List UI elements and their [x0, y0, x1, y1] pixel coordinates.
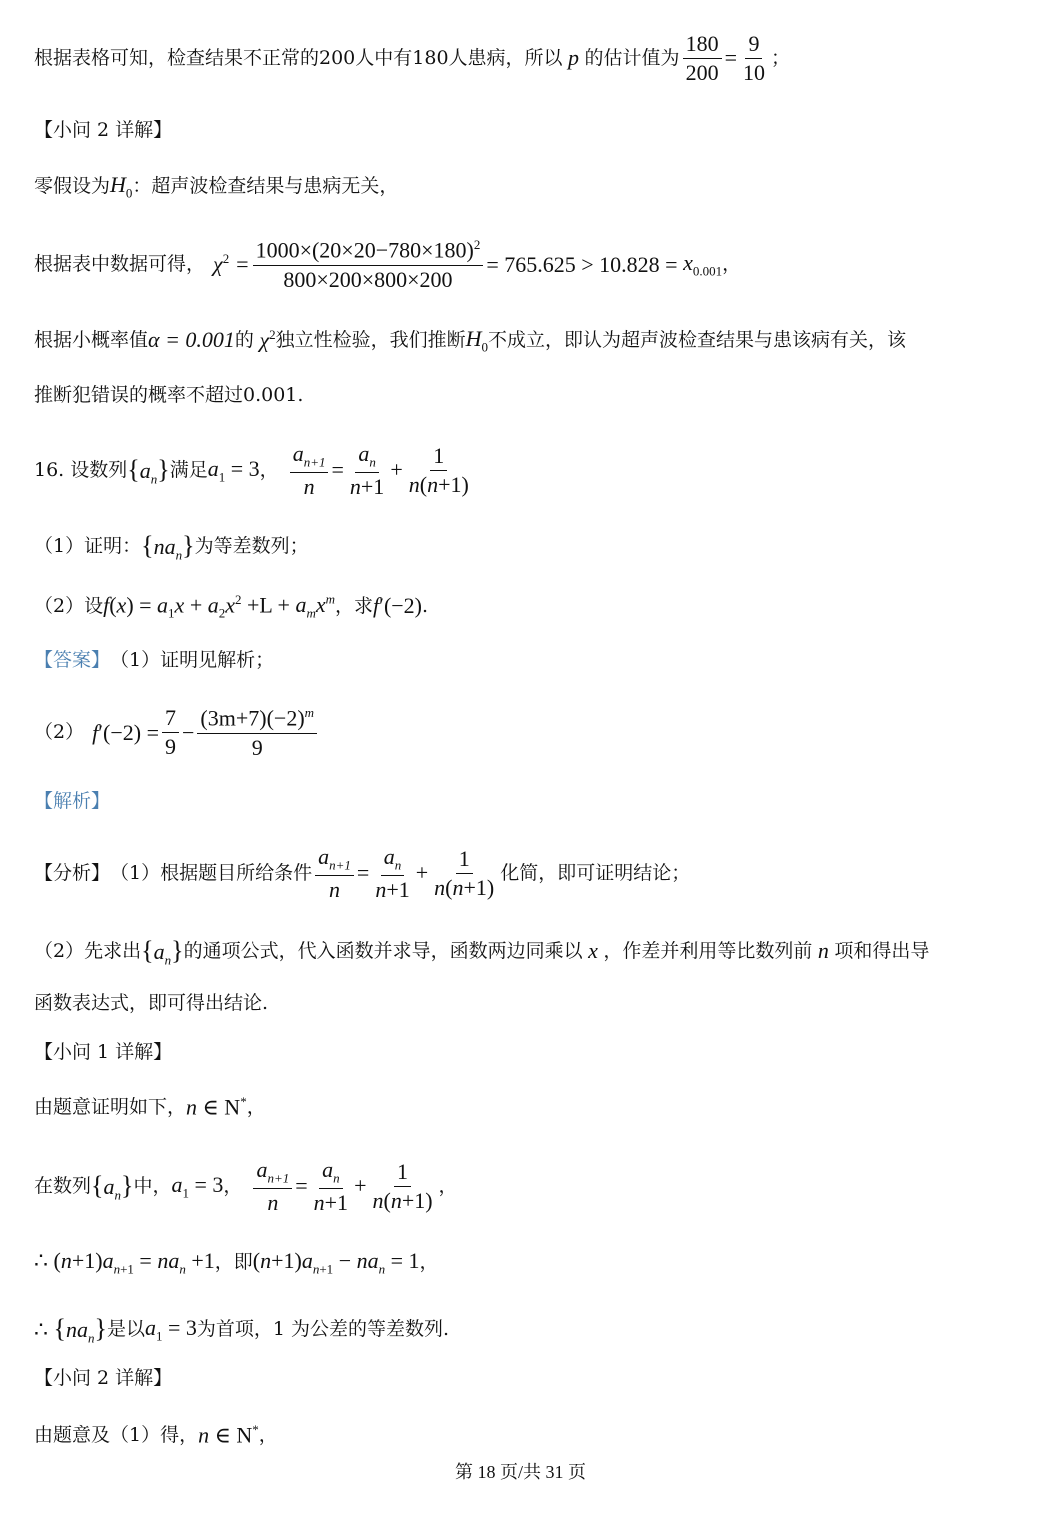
fraction-180-200: [683, 32, 722, 85]
math-plus: +: [390, 457, 403, 483]
line-null-hypothesis: [34, 172, 1021, 201]
fraction-1-nn1: $\frac{1}{n(n+1)}$: [408, 442, 469, 497]
text: 的通项公式，代入函数并求导，函数两边同乘以: [183, 940, 583, 963]
fraction-1-nn1: $\frac{1}{n(n+1)}$: [372, 1158, 433, 1213]
subquestion-2: [34, 592, 1021, 621]
fraction-an1-n: $\frac{a_{n+1}}{n}$: [253, 1158, 292, 1215]
math-plus: +: [415, 860, 429, 886]
math-a1: $a_1 = 3$: [171, 1171, 224, 1201]
heading-subq1: [34, 1041, 1021, 1064]
text: ，: [214, 1251, 234, 1274]
math-set-nan: $\{na_n\}$: [141, 531, 195, 563]
math-a1: $a_1 = 3$: [207, 455, 260, 485]
text: 是以: [106, 1318, 145, 1341]
math-recurrence-2: $(n+1)a_{n+1} - na_n = 1$: [252, 1248, 420, 1277]
answer-line-1: [34, 649, 1021, 672]
math-alpha: α = 0.001: [148, 327, 235, 353]
text: ，: [722, 253, 742, 276]
proof-line-5: [34, 1422, 1021, 1449]
text: （1）根据题目所给条件: [110, 862, 313, 885]
text: 独立性检验，我们推断: [275, 329, 466, 352]
text: 16. 设数列: [34, 459, 128, 482]
analysis-line-3: [34, 992, 1021, 1015]
text: 即: [233, 1251, 253, 1274]
line-error-prob: [34, 384, 1021, 407]
answer-label: 【答案】: [34, 649, 111, 671]
text: ；: [770, 47, 790, 70]
text: 满足: [169, 459, 208, 482]
text: 根据小概率值: [34, 329, 149, 352]
text: （2）先求出: [34, 940, 142, 963]
denominator: 10: [742, 60, 765, 86]
text: ，: [438, 1175, 458, 1198]
text: （2）: [34, 721, 85, 744]
fraction-an1-n: $\frac{a_{n+1}}{n}$: [290, 442, 329, 499]
math-x001: $x_{0.001}$: [677, 250, 723, 279]
text: 化简，即可证明结论；: [500, 862, 691, 885]
analysis-line-2: [34, 935, 1021, 968]
fraction-answer: $\frac{(3m+7)(-2)^m}{9}$: [197, 706, 317, 760]
math-a1: $a_1 = 3$: [144, 1315, 197, 1344]
fraction-an-n1: $\frac{a_n}{n+1}$: [375, 844, 410, 902]
text: 由题意证明如下，: [34, 1095, 187, 1118]
math-eq: =: [331, 457, 344, 483]
text: ，求: [334, 595, 373, 618]
text: 根据表格可知，检查结果不正常的200人中有180人患病，所以: [34, 47, 563, 70]
analysis-heading: [34, 790, 1021, 813]
text: 零假设为: [34, 175, 111, 198]
math-eq: =: [295, 1173, 308, 1199]
text: ，: [246, 1095, 266, 1118]
heading-text: 【小问 1 详解】: [34, 1041, 173, 1063]
text: 由题意及（1）得，: [34, 1423, 199, 1446]
math-h0b: $H_0$: [465, 326, 489, 355]
text: 在数列: [34, 1175, 92, 1198]
text: 为等差数列；: [194, 535, 309, 558]
analysis-line-1: [34, 845, 1021, 902]
fraction-7-9: $\frac{7}{9}$: [162, 706, 179, 759]
math-eq: =: [356, 860, 370, 886]
proof-line-4: [34, 1313, 1021, 1346]
math-x: x: [582, 938, 604, 964]
text: （1）证明见解析；: [110, 649, 275, 671]
text: 为首项，1 为公差的等差数列.: [196, 1318, 450, 1341]
math-fx: $f(x) = a_1x + a_2x^2 +L + a_mx^m$: [103, 592, 335, 621]
math-minus: −: [182, 719, 195, 745]
text: 中，: [133, 1175, 172, 1198]
text: .: [422, 595, 429, 618]
numerator: 180: [683, 32, 722, 59]
text: ，作差并利用等比数列前: [603, 940, 813, 963]
text: ，: [223, 1175, 243, 1198]
analysis-label: 【解析】: [34, 790, 111, 812]
math-set-nan: ∴ $\{na_n\}$: [34, 1314, 107, 1346]
text: 函数表达式，即可得出结论.: [34, 992, 269, 1014]
fraction-an-n1: $\frac{a_n}{n+1}$: [349, 441, 385, 499]
heading-subq2-b: [34, 1367, 1021, 1390]
fraction-1-nn1: $\frac{1}{n(n+1)}$: [434, 845, 495, 900]
math-recurrence: ∴ $(n+1)a_{n+1} = na_n +1$: [34, 1248, 215, 1277]
fraction-9-10: [740, 32, 768, 85]
heading-text: 【小问 2 详解】: [34, 1367, 173, 1389]
heading-text: 【小问 2 详解】: [34, 119, 173, 141]
math-n: n: [812, 938, 835, 964]
text: 的估计值为: [584, 47, 680, 70]
text: 不成立，即认为超声波检查结果与患该病有关，该: [488, 329, 907, 352]
text: （2）设: [34, 595, 104, 618]
fraction-chi: [253, 238, 484, 292]
question-16: [34, 442, 1021, 499]
text: 推断犯错误的概率不超过0.001.: [34, 384, 304, 406]
math-set-an: $\{a_n\}$: [91, 1170, 134, 1203]
line-p-estimate: [34, 32, 1021, 85]
text: ，: [419, 1251, 439, 1274]
math-p: p: [562, 45, 585, 71]
proof-line-2: [34, 1158, 1021, 1215]
math-plus: +: [354, 1173, 367, 1199]
text: ：超声波检查结果与患病无关，: [132, 175, 399, 198]
text: 根据表中数据可得，: [34, 253, 206, 276]
denominator: 800×200×800×200: [283, 266, 453, 292]
page-footer: 第 18 页/共 31 页: [454, 1462, 586, 1482]
math-fprime: f′(−2): [373, 593, 422, 619]
math-n-in-N: n ∈ N*: [198, 1422, 259, 1448]
denominator: 200: [685, 60, 719, 86]
heading-subq2: [34, 119, 1021, 142]
math-chi: $\chi^2$ =: [213, 251, 250, 277]
text: （1）证明：: [34, 535, 142, 558]
math-n-in-N: n ∈ N*: [186, 1094, 247, 1120]
text: ，: [259, 459, 279, 482]
math-fprime: f′(−2) =: [92, 719, 159, 745]
math-h0: $H_0$: [110, 172, 133, 201]
math-eq: =: [724, 45, 737, 71]
subquestion-1: [34, 530, 1021, 563]
math-set-an: $\{a_n\}$: [141, 936, 184, 968]
math-tail: = 765.625 > 10.828 =: [486, 251, 678, 277]
text: 项和得出导: [834, 940, 930, 963]
numerator: $1000\times(20\times 20-780\times 180)^2$: [253, 238, 484, 266]
text: 的: [234, 329, 254, 352]
text: ，: [258, 1423, 278, 1446]
proof-line-1: [34, 1094, 1021, 1121]
line-independence-test: [34, 326, 1021, 355]
fraction-an-n1: $\frac{a_n}{n+1}$: [313, 1157, 349, 1215]
answer-line-2: [34, 706, 1021, 760]
math-set-an: $\{a_n\}$: [127, 454, 170, 487]
text: 【分析】: [34, 862, 111, 885]
math-chi2: $\chi^2$: [253, 327, 276, 353]
line-chi-square: [34, 238, 1021, 292]
numerator: 9: [745, 32, 762, 59]
proof-line-3: [34, 1248, 1021, 1277]
fraction-an1-n: $\frac{a_{n+1}}{n}$: [315, 845, 354, 902]
